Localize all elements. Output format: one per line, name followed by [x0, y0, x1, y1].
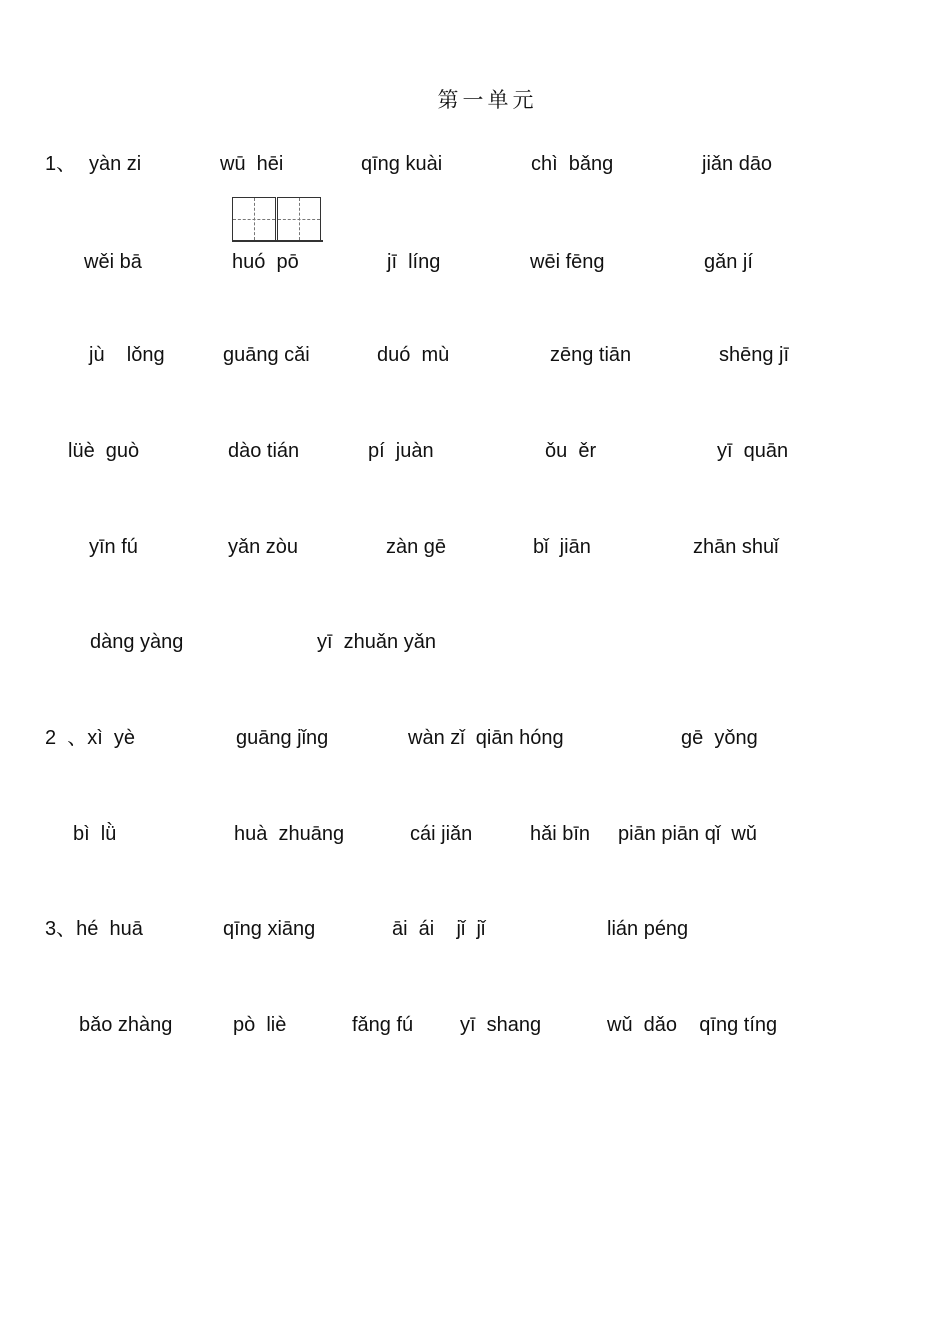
word-row-5 [0, 533, 950, 561]
pinyin-item: gē yǒng [681, 727, 758, 749]
pinyin-item: qīng kuài [361, 153, 443, 175]
word-row-3 [0, 341, 950, 369]
pinyin-item: fǎng fú [352, 1014, 414, 1036]
pinyin-item: pí juàn [368, 440, 434, 462]
pinyin-item: jiǎn dāo [702, 153, 773, 175]
pinyin-item: bǎo zhàng [79, 1014, 173, 1036]
pinyin-item: wǔ dǎo qīng tíng [607, 1014, 778, 1036]
pinyin-item: cái jiǎn [410, 823, 473, 845]
word-row-7 [0, 724, 950, 752]
pinyin-item: lüè guò [68, 440, 140, 462]
word-row-1 [0, 150, 950, 178]
word-row-2 [0, 248, 950, 276]
pinyin-item: wàn zǐ qiān hóng [408, 727, 564, 749]
word-row-10 [0, 1011, 950, 1039]
pinyin-item: yīn fú [89, 536, 138, 558]
pinyin-item: jù lǒng [89, 344, 165, 366]
pinyin-item: duó mù [377, 344, 450, 366]
pinyin-item: wēi fēng [530, 251, 605, 273]
pinyin-item: ǒu ěr [545, 440, 597, 462]
page-title: 第一单元 [437, 88, 538, 112]
word-row-4 [0, 437, 950, 465]
writing-grid-cell [232, 197, 276, 241]
pinyin-item: wū hēi [220, 153, 284, 175]
pinyin-item: gǎn jí [704, 251, 753, 273]
pinyin-item: shēng jī [719, 344, 790, 366]
writing-grid [232, 197, 323, 242]
pinyin-item: lián péng [607, 918, 689, 940]
pinyin-item: huà zhuāng [234, 823, 345, 845]
pinyin-item: chì bǎng [531, 153, 614, 175]
pinyin-item: zēng tiān [550, 344, 632, 366]
word-row-6 [0, 628, 950, 656]
pinyin-item: zhān shuǐ [693, 536, 779, 558]
pinyin-item: qīng xiāng [223, 918, 316, 940]
word-row-9 [0, 915, 950, 943]
pinyin-item: dàng yàng [90, 631, 184, 653]
pinyin-item: hǎi bīn [530, 823, 591, 845]
pinyin-item: yī quān [717, 440, 789, 462]
pinyin-item: bǐ jiān [533, 536, 591, 558]
pinyin-item: wěi bā [84, 251, 142, 273]
pinyin-item: pò liè [233, 1014, 287, 1036]
pinyin-item: yī shang [460, 1014, 542, 1036]
pinyin-item: yàn zi [89, 153, 142, 175]
section-item-2: 2 、xì yè [45, 727, 136, 749]
word-row-8 [0, 820, 950, 848]
pinyin-item: zàn gē [386, 536, 447, 558]
pinyin-item: āi ái jǐ jǐ [392, 918, 486, 940]
pinyin-item: jī líng [387, 251, 441, 273]
writing-grid-cell [277, 197, 321, 241]
pinyin-item: piān piān qǐ wǔ [618, 823, 757, 845]
pinyin-item: dào tián [228, 440, 300, 462]
pinyin-item: huó pō [232, 251, 299, 273]
section-item-3: 3、hé huā [45, 918, 143, 940]
pinyin-item: guāng cǎi [223, 344, 310, 366]
section-number-1: 1、 [45, 153, 77, 175]
pinyin-item: yī zhuǎn yǎn [317, 631, 436, 653]
pinyin-item: yǎn zòu [228, 536, 299, 558]
pinyin-item: guāng jǐng [236, 727, 329, 749]
pinyin-item: bì lǜ [73, 823, 117, 845]
